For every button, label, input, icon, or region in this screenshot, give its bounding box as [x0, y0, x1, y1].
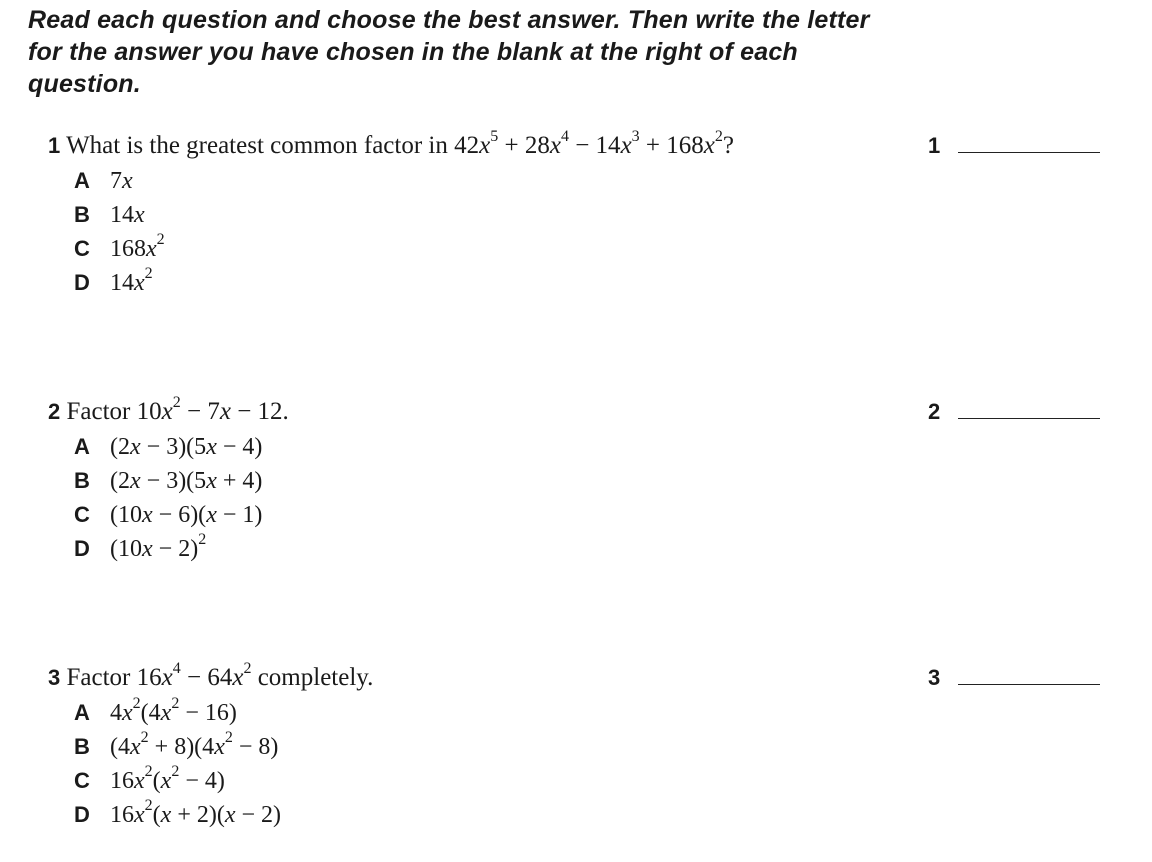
- choice-letter: C: [74, 768, 90, 793]
- choice-d[interactable]: [74, 532, 1108, 566]
- choice-text: (2x − 3)(5x + 4): [110, 468, 263, 494]
- question-stem-row: [48, 660, 1108, 696]
- question-2: [48, 394, 1108, 566]
- choice-text: (10x − 6)(x − 1): [110, 502, 263, 528]
- question-stem: What is the greatest common factor in $42x^5 + 28x^4 - 14x^3 + 168x^2$?: [66, 127, 734, 159]
- question-stem: Factor $10x^2 - 7x - 12$.: [66, 393, 289, 425]
- choice-a[interactable]: [74, 164, 1108, 198]
- question-stem-row: [48, 128, 1108, 164]
- choice-letter: D: [74, 802, 90, 827]
- answer-blank[interactable]: [958, 152, 1100, 153]
- instructions: Read each question and choose the best answer. Then write the letter for the answer you have chosen in the blank at the right of each question.: [28, 6, 870, 98]
- choice-text: $(10x - 2)^2$: [110, 531, 207, 562]
- choice-b[interactable]: [74, 198, 1108, 232]
- choice-text: 7x: [110, 168, 133, 194]
- question-stem: Factor $16x^4 - 64x^2$ completely.: [66, 659, 374, 691]
- choice-d[interactable]: [74, 266, 1108, 300]
- choice-letter: D: [74, 536, 90, 561]
- question-stem-row: [48, 394, 1108, 430]
- choice-b[interactable]: [74, 730, 1108, 764]
- choice-letter: D: [74, 270, 90, 295]
- choice-c[interactable]: [74, 232, 1108, 266]
- choice-text: $14x^2$: [110, 265, 153, 296]
- choice-a[interactable]: [74, 430, 1108, 464]
- choice-text: 14x: [110, 202, 145, 228]
- choice-d[interactable]: [74, 798, 1108, 832]
- choice-a[interactable]: [74, 696, 1108, 730]
- choice-letter: C: [74, 236, 90, 261]
- answer-label: 1: [928, 133, 941, 158]
- choices-list: [74, 696, 1108, 832]
- choice-letter: B: [74, 734, 90, 759]
- question-1: [48, 128, 1108, 300]
- question-3: [48, 660, 1108, 832]
- choices-list: [74, 430, 1108, 566]
- answer-label: 3: [928, 665, 941, 690]
- answer-blank[interactable]: [958, 684, 1100, 685]
- choice-letter: C: [74, 502, 90, 527]
- choice-b[interactable]: [74, 464, 1108, 498]
- answer-blank[interactable]: [958, 418, 1100, 419]
- choice-letter: A: [74, 168, 90, 193]
- choice-letter: A: [74, 434, 90, 459]
- choice-text: (2x − 3)(5x − 4): [110, 434, 263, 460]
- choice-c[interactable]: [74, 498, 1108, 532]
- choices-list: [74, 164, 1108, 300]
- choice-letter: B: [74, 468, 90, 493]
- choice-text: $(4x^2 + 8)(4x^2 - 8)$: [110, 729, 279, 760]
- choice-letter: B: [74, 202, 90, 227]
- question-number: 3: [48, 665, 61, 690]
- question-number: 2: [48, 399, 61, 424]
- question-number: 1: [48, 133, 61, 158]
- choice-text: $4x^2(4x^2 - 16)$: [110, 695, 237, 726]
- choice-text: $16x^2(x^2 - 4)$: [110, 763, 225, 794]
- choice-text: $16x^2(x + 2)(x - 2)$: [110, 797, 282, 828]
- choice-c[interactable]: [74, 764, 1108, 798]
- choice-text: $168x^2$: [110, 231, 165, 262]
- choice-letter: A: [74, 700, 90, 725]
- answer-label: 2: [928, 399, 941, 424]
